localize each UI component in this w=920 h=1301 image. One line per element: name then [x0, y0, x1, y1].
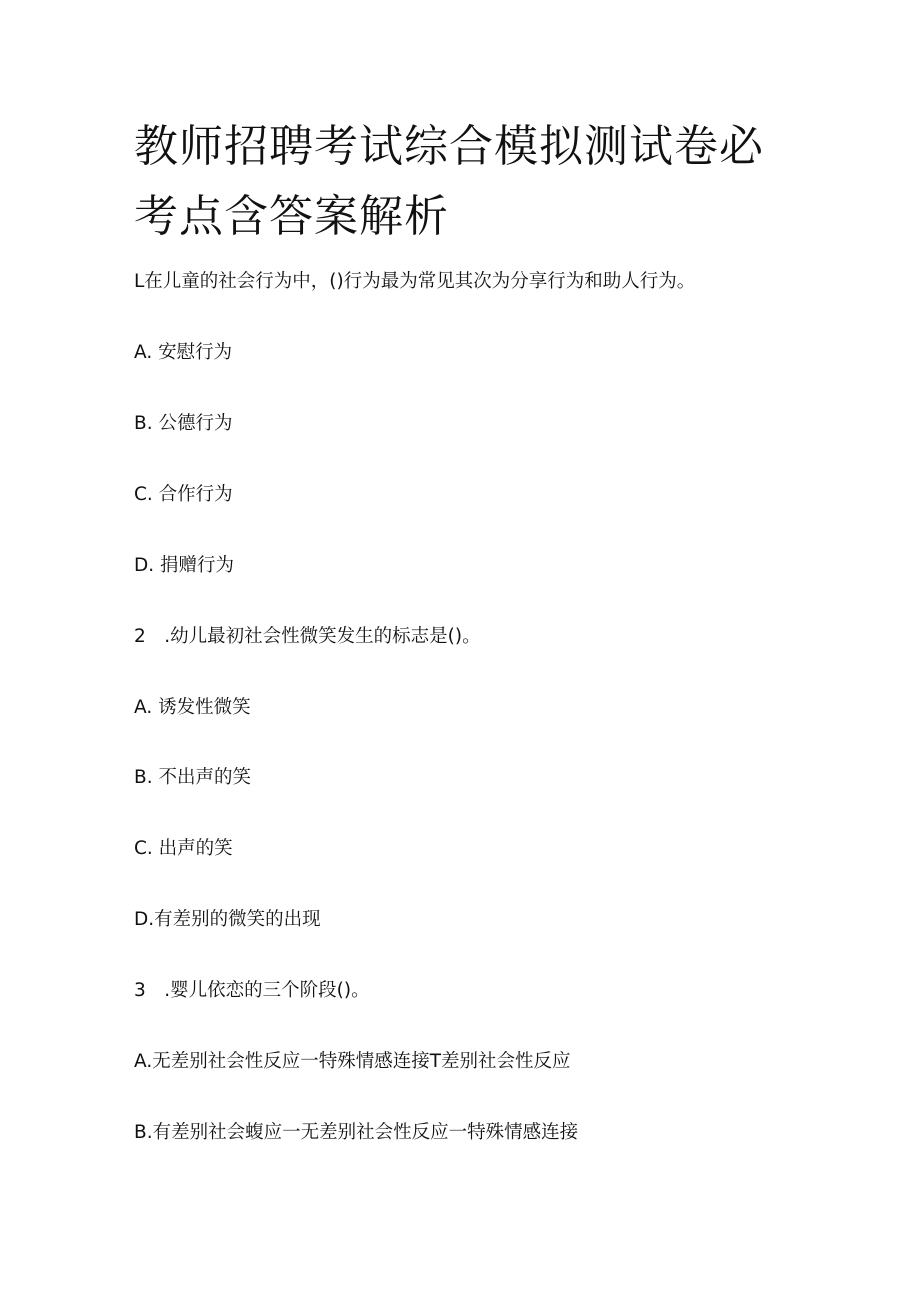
question-1-option-b: B. 公德行为: [134, 413, 233, 434]
question-1-option-d: D. 捐赠行为: [134, 555, 235, 576]
question-1-stem: L在儿童的社会行为中，()行为最为常见其次为分享行为和助人行为。: [134, 271, 696, 292]
question-2-stem: 2 .幼儿最初社会性微笑发生的标志是()。: [134, 626, 481, 647]
question-3-stem: 3 .婴儿依恋的三个阶段()。: [134, 980, 370, 1001]
question-2-option-d: D.有差别的微笑的出现: [134, 909, 321, 930]
question-3-option-b: B.有差别社会蝮应一无差别社会性反应一特殊情感连接: [134, 1122, 579, 1143]
question-2-option-c: C. 出声的笑: [134, 838, 233, 859]
document-title: 教师招聘考试综合模拟测试卷必考点含答案解析: [134, 121, 764, 242]
question-1-option-a: A. 安慰行为: [134, 342, 233, 363]
question-1-option-c: C. 合作行为: [134, 484, 233, 505]
question-2-option-b: B. 不出声的笑: [134, 767, 251, 788]
question-3-option-a: A.无差别社会性反应一特殊情感连接T差别社会性反应: [134, 1051, 571, 1072]
question-2-option-a: A. 诱发性微笑: [134, 697, 251, 718]
